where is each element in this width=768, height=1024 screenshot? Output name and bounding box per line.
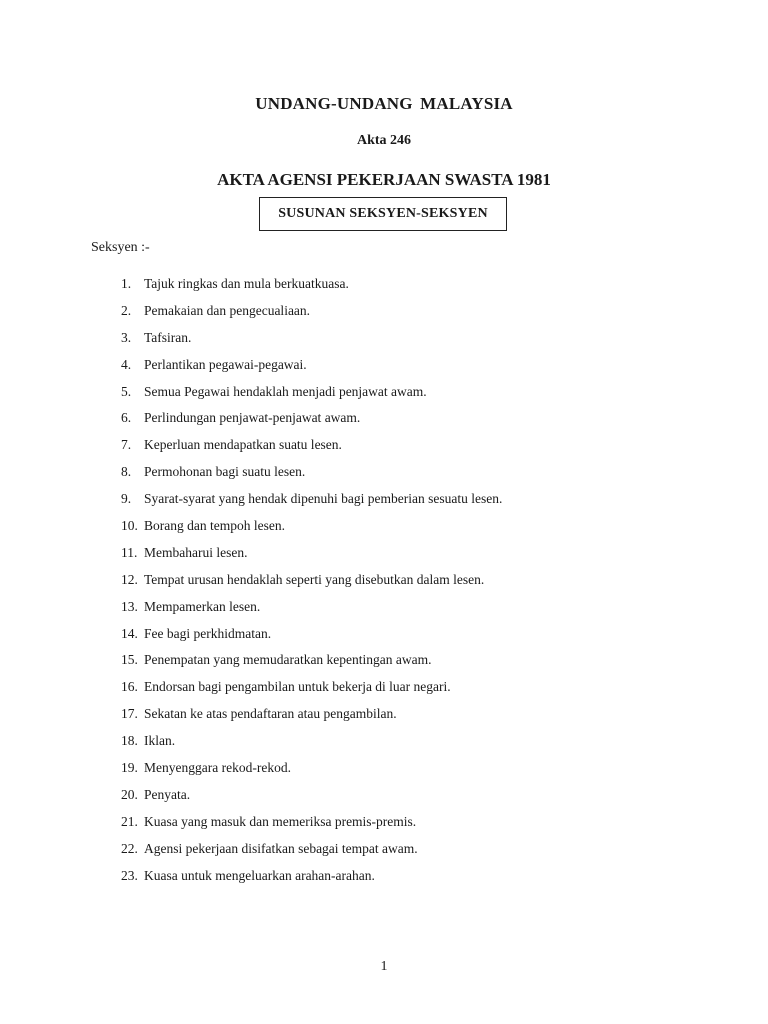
act-title: AKTA AGENSI PEKERJAAN SWASTA 1981 — [217, 170, 551, 189]
arrangement-box-label: SUSUNAN SEKSYEN-SEKSYEN — [278, 206, 488, 221]
list-item — [0, 731, 768, 758]
section-number: 4. — [121, 356, 132, 372]
list-item — [0, 624, 768, 651]
section-number: 14. — [121, 625, 138, 641]
section-title: Borang dan tempoh lesen. — [144, 518, 285, 534]
section-number: 21. — [121, 813, 138, 829]
section-title: Membaharui lesen. — [144, 544, 248, 560]
section-title: Penempatan yang memudaratkan kepentingan awam. — [144, 652, 432, 668]
section-title: Syarat-syarat yang hendak dipenuhi bagi pemberian sesuatu lesen. — [144, 491, 503, 507]
section-number: 1. — [121, 276, 132, 291]
list-item — [0, 650, 768, 677]
section-number: 16. — [121, 679, 138, 695]
list-item — [0, 274, 768, 301]
section-title: Fee bagi perkhidmatan. — [144, 625, 272, 641]
section-number: 7. — [121, 437, 132, 453]
list-item — [0, 543, 768, 570]
section-number: 19. — [121, 760, 138, 776]
section-number: 20. — [121, 786, 138, 802]
section-title: Agensi pekerjaan disifatkan sebagai tempat awam. — [144, 840, 418, 856]
section-title: Penyata. — [144, 786, 191, 802]
list-item — [0, 758, 768, 785]
section-title: Tempat urusan hendaklah seperti yang disebutkan dalam lesen. — [144, 571, 485, 587]
section-title: Tajuk ringkas dan mula berkuatkuasa. — [144, 276, 349, 291]
section-title: Tafsiran. — [144, 329, 192, 345]
section-title: Semua Pegawai hendaklah menjadi penjawat awam. — [144, 383, 427, 399]
section-number: 11. — [121, 544, 138, 560]
page-number: 1 — [380, 959, 388, 974]
section-number: 12. — [121, 571, 138, 587]
section-title: Keperluan mendapatkan suatu lesen. — [144, 437, 342, 453]
section-title: Kuasa yang masuk dan memeriksa premis-premis. — [144, 813, 417, 829]
section-title: Iklan. — [144, 733, 176, 749]
section-number: 15. — [121, 652, 138, 668]
section-number: 8. — [121, 464, 132, 480]
section-number: 18. — [121, 733, 138, 749]
list-item — [0, 839, 768, 866]
section-title: Menyenggara rekod-rekod. — [144, 760, 291, 776]
arrangement-box — [259, 197, 507, 231]
section-label: Seksyen :- — [91, 240, 150, 255]
section-number: 5. — [121, 383, 132, 399]
section-title: Sekatan ke atas pendaftaran atau pengambilan. — [144, 706, 397, 722]
section-number: 10. — [121, 518, 138, 534]
section-number: 23. — [121, 867, 138, 883]
list-item — [0, 355, 768, 382]
list-item — [0, 382, 768, 409]
section-title: Kuasa untuk mengeluarkan arahan-arahan. — [144, 867, 375, 883]
list-item — [0, 328, 768, 355]
section-title: Permohonan bagi suatu lesen. — [144, 464, 306, 480]
list-item — [0, 570, 768, 597]
section-title: Perlindungan penjawat-penjawat awam. — [144, 410, 361, 426]
section-number: 22. — [121, 840, 138, 856]
section-title: Pemakaian dan pengecualiaan. — [144, 302, 311, 318]
list-item — [0, 462, 768, 489]
list-item — [0, 408, 768, 435]
section-number: 2. — [121, 302, 132, 318]
section-number: 9. — [121, 491, 132, 507]
list-item — [0, 516, 768, 543]
section-title: Endorsan bagi pengambilan untuk bekerja di luar negari. — [144, 679, 451, 695]
section-number: 3. — [121, 329, 132, 345]
section-list — [0, 274, 768, 892]
list-item — [0, 704, 768, 731]
section-number: 6. — [121, 410, 132, 426]
list-item — [0, 677, 768, 704]
law-title: UNDANG-UNDANG MALAYSIA — [255, 94, 513, 113]
list-item — [0, 597, 768, 624]
list-item — [0, 866, 768, 893]
section-title: Perlantikan pegawai-pegawai. — [144, 356, 307, 372]
list-item — [0, 785, 768, 812]
list-item — [0, 301, 768, 328]
section-number: 17. — [121, 706, 138, 722]
act-number: Akta 246 — [356, 133, 412, 148]
list-item — [0, 489, 768, 516]
section-title: Mempamerkan lesen. — [144, 598, 261, 614]
list-item — [0, 812, 768, 839]
section-number: 13. — [121, 598, 138, 614]
list-item — [0, 435, 768, 462]
